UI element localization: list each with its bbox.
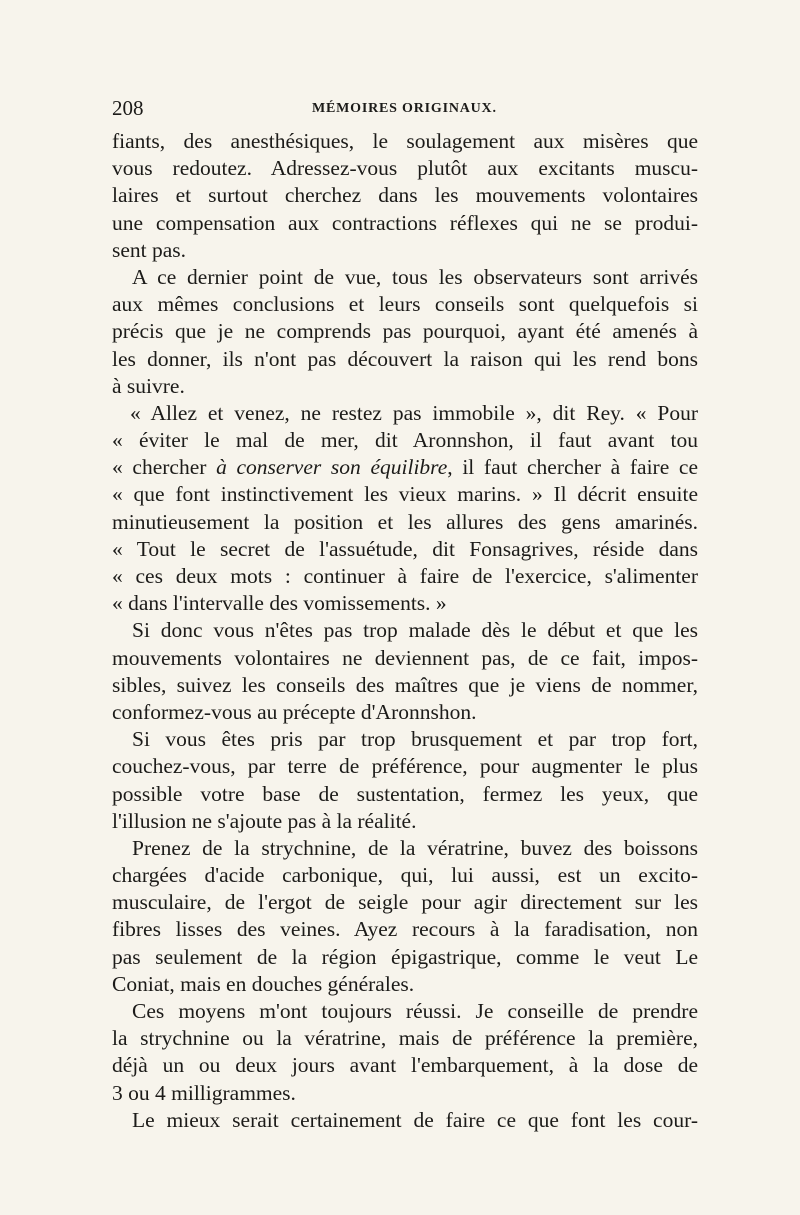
- text-line: « Allez et venez, ne restez pas immobile », dit Rey. « Pour: [130, 400, 698, 425]
- text-line: déjà un ou deux jours avant l'embarquement, à la dose de: [112, 1053, 698, 1078]
- text-line: minutieusement la position et les allures des gens amarinés.: [112, 509, 698, 534]
- running-title: MÉMOIRES ORIGINAUX.: [312, 101, 497, 116]
- text-line: mouvements volontaires ne deviennent pas, de ce fait, impos-: [112, 645, 698, 670]
- text-line: Prenez de la strychnine, de la vératrine, buvez des boissons: [132, 835, 698, 860]
- body-text: [112, 128, 698, 1134]
- italic-phrase: à conserver son équilibre: [216, 455, 448, 480]
- text-line: A ce dernier point de vue, tous les observateurs sont arrivés: [132, 264, 698, 289]
- text-line: Si donc vous n'êtes pas trop malade dès le début et que les: [132, 618, 698, 643]
- text-line: « dans l'intervalle des vomissements. »: [112, 591, 447, 616]
- page-header: [112, 96, 698, 126]
- text-line: Le mieux serait certainement de faire ce que font les cour-: [132, 1107, 698, 1132]
- text-line: possible votre base de sustentation, fermez les yeux, que: [112, 781, 698, 806]
- text-line: les donner, ils n'ont pas découvert la raison qui les rend bons: [112, 346, 698, 371]
- text-line: laires et surtout cherchez dans les mouvements volontaires: [112, 183, 698, 208]
- text-line: « chercher à conserver son équilibre, il faut chercher à faire ce: [112, 455, 698, 480]
- text-line: sibles, suivez les conseils des maîtres que je viens de nommer,: [112, 672, 698, 697]
- page-number: 208: [112, 96, 144, 120]
- text-line: « ces deux mots : continuer à faire de l'exercice, s'alimenter: [112, 564, 698, 588]
- text-line: pas seulement de la région épigastrique, comme le veut Le: [112, 944, 698, 969]
- text-line: une compensation aux contractions réflexes qui ne se produi-: [112, 210, 698, 235]
- text-line: fibres lisses des veines. Ayez recours à la faradisation, non: [112, 917, 698, 942]
- text-line: couchez-vous, par terre de préférence, pour augmenter le plus: [112, 754, 698, 779]
- text-line: Coniat, mais en douches générales.: [112, 971, 415, 996]
- text-line: fiants, des anesthésiques, le soulagement aux misères que: [112, 129, 698, 153]
- text-line: « que font instinctivement les vieux marins. » Il décrit ensuite: [112, 482, 698, 507]
- text-line: précis que je ne comprends pas pourquoi, ayant été amenés à: [112, 319, 698, 344]
- text-line: la strychnine ou la vératrine, mais de préférence la première,: [112, 1026, 698, 1051]
- text-line: aux mêmes conclusions et leurs conseils sont quelquefois si: [112, 292, 698, 317]
- text-line: 3 ou 4 milligrammes.: [112, 1080, 296, 1105]
- text-line: sent pas.: [112, 237, 187, 262]
- text-line: « éviter le mal de mer, dit Aronnshon, il faut avant tou: [112, 428, 698, 453]
- text-line: Si vous êtes pris par trop brusquement et par trop fort,: [132, 727, 698, 752]
- text-line: conformez-vous au précepte d'Aronnshon.: [112, 699, 477, 724]
- text-line: « Tout le secret de l'assuétude, dit Fonsagrives, réside dans: [112, 536, 698, 561]
- text-line: vous redoutez. Adressez-vous plutôt aux excitants muscu-: [112, 156, 698, 181]
- text-line: à suivre.: [112, 373, 185, 398]
- text-line: Ces moyens m'ont toujours réussi. Je conseille de prendre: [132, 999, 698, 1023]
- text-line: l'illusion ne s'ajoute pas à la réalité.: [112, 808, 417, 833]
- text-line: chargées d'acide carbonique, qui, lui aussi, est un excito-: [112, 863, 698, 888]
- text-line: musculaire, de l'ergot de seigle pour agir directement sur les: [112, 890, 698, 915]
